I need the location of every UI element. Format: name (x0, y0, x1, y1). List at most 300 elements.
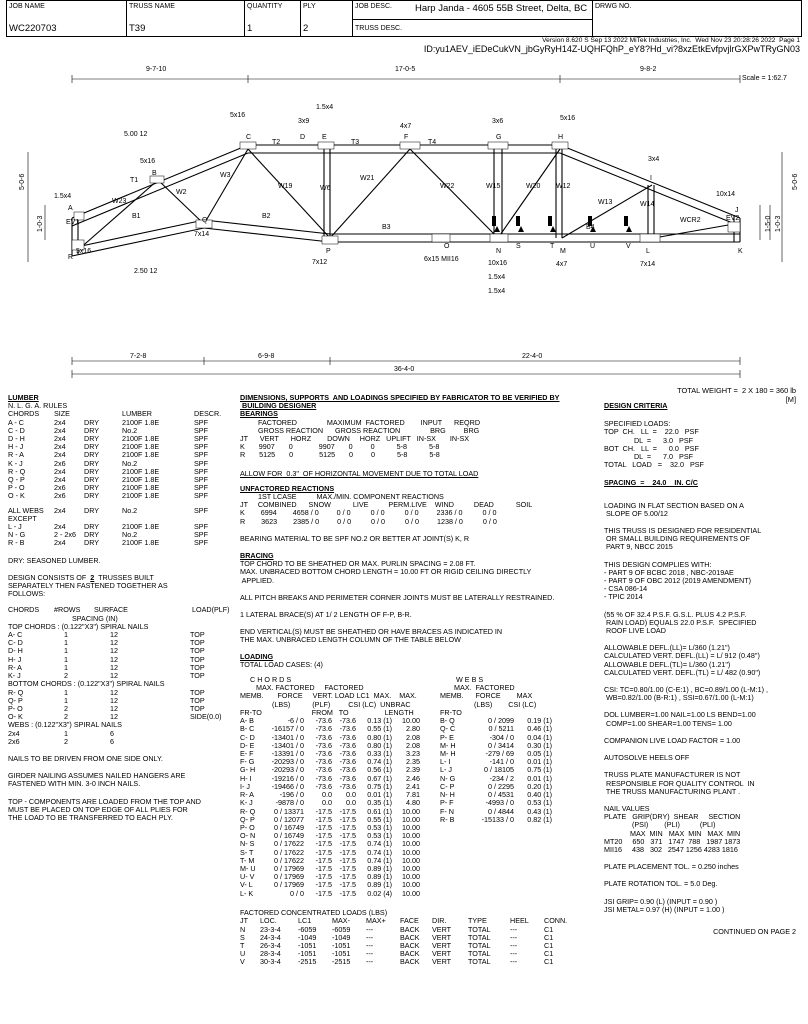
lumber-row-cell: O - K (8, 491, 25, 501)
chord-row-cell: B- C (240, 724, 255, 734)
lumber-row-cell: SPF (194, 425, 208, 435)
conc-row-cell: TYPE (468, 916, 487, 926)
web-row-cell: C- P (440, 781, 455, 791)
version-line: Version 8.620 S Sep 13 2022 MiTek Industries, Inc. Wed Nov 23 20:28:26 2022 Page 1 (542, 37, 800, 44)
nail-top-row-cell: TOP (190, 654, 205, 664)
svg-text:1-0-3: 1-0-3 (37, 215, 44, 232)
lumber-row-cell: DESCR. (194, 409, 222, 419)
lumber-row-cell: No.2 (122, 425, 138, 435)
chord-row-cell: 2.08 (406, 740, 420, 750)
web-row-cell: R- B (440, 814, 455, 824)
lumber-row-cell: 2x6 (54, 458, 66, 468)
chord-row-cell: K- J (240, 798, 253, 808)
chord-row-cell: 0 / 16749 (274, 822, 304, 832)
nail-web-row (8, 730, 236, 738)
svg-text:W12: W12 (556, 183, 571, 190)
lumber-row-cell: 2x6 (54, 483, 66, 493)
conc-row-cell: --- (366, 957, 374, 967)
nail-top-row-cell: K- J (8, 671, 21, 681)
chord-row-cell: 10.00 (402, 822, 420, 832)
svg-text:T1: T1 (130, 177, 139, 184)
lumber-except-row-cell: 2100F 1.8E (122, 522, 160, 532)
nail-top-row-cell: 1 (64, 662, 68, 672)
nail-bot-row-cell: 1 (64, 687, 68, 697)
chord-row-cell: P- O (240, 822, 255, 832)
lumber-row-cell: SPF (194, 466, 208, 476)
lumber-row-cell: SPF (194, 491, 208, 501)
lumber-row-cell: SPF (194, 458, 208, 468)
chord-row-cell: -20293 / 0 (271, 757, 304, 767)
lumber-webs-row-cell: No.2 (122, 505, 138, 515)
chord-row-cell: -73.6 (315, 773, 332, 783)
nail-bot-row-cell: 2 (64, 712, 68, 722)
svg-text:R: R (68, 254, 74, 261)
dim-bot-1: 7-2-8 (130, 353, 147, 360)
lumber-webs (8, 507, 236, 515)
nail-bot-row-cell: 12 (110, 712, 118, 722)
chord-row-cell: -17.5 (339, 888, 356, 898)
chord-row-cell: -13391 / 0 (271, 749, 304, 759)
conc-row-cell: BACK (400, 941, 420, 951)
nail-bot-row-cell: TOP (190, 687, 205, 697)
conc-row-cell: U (240, 949, 246, 959)
svg-text:10x14: 10x14 (716, 191, 736, 198)
concentrated-loads-table (240, 917, 592, 966)
conc-row-cell: V (240, 957, 245, 967)
lumber-row-cell: SPF (194, 417, 208, 427)
svg-text:W21: W21 (360, 175, 375, 182)
web-row-cell: 0 / 4844 (488, 806, 514, 816)
svg-text:5-0-6: 5-0-6 (792, 173, 799, 190)
lumber-row-cell: DRY (84, 425, 100, 435)
lumber-webs-row-cell: SPF (194, 505, 208, 515)
conc-row-cell: 24-3-4 (260, 932, 281, 942)
conc-row-cell: -1049 (332, 932, 351, 942)
chord-row-cell: -17.5 (339, 855, 356, 865)
chord-row-cell: T- M (240, 855, 255, 865)
chord-row-cell: 0.74 (1) (367, 847, 392, 857)
svg-text:L: L (646, 248, 650, 255)
svg-text:5x16: 5x16 (140, 158, 156, 165)
nail-bot-row-cell: P- O (8, 703, 23, 713)
web-forces-table (440, 717, 552, 824)
nail-top-row-cell: 12 (110, 638, 118, 648)
svg-text:1-0-3: 1-0-3 (775, 215, 782, 232)
lumber-row-cell: DRY (84, 483, 100, 493)
web-row-cell: 0 / 18105 (484, 765, 514, 775)
conc-row-cell: 30-3-4 (260, 957, 281, 967)
conc-row-cell: VERT (432, 941, 452, 951)
web-row-cell: M- H (440, 749, 456, 759)
lumber-except-row (8, 539, 236, 547)
quantity-value: 1 (247, 23, 253, 34)
nail-web-row (8, 738, 236, 746)
nail-bot-row-cell: Q- P (8, 695, 23, 705)
svg-text:T2: T2 (272, 139, 281, 146)
nail-bot-row-cell: TOP (190, 703, 205, 713)
chord-row-cell: -17.5 (315, 872, 332, 882)
lumber-except-row-cell: L - J (8, 522, 22, 532)
chord-row-cell: 0.0 (346, 798, 356, 808)
svg-text:W13: W13 (598, 199, 613, 206)
conc-row-cell: S (240, 932, 245, 942)
svg-text:10x16: 10x16 (488, 260, 508, 267)
lumber-row-cell: 2100F 1.8E (122, 417, 160, 427)
truss-desc-label: TRUSS DESC. (355, 25, 403, 32)
web-row-cell: 0 / 2099 (488, 716, 514, 726)
nail-head-row (8, 606, 236, 614)
svg-text:W15: W15 (486, 183, 501, 190)
chord-row-cell: O- N (240, 831, 256, 841)
chord-row-cell: L- K (240, 888, 254, 898)
lumber-except-row-cell: R - B (8, 538, 25, 548)
chord-row-cell: 2.35 (406, 757, 420, 767)
id-line: ID:yu1AEV_iEDeCukVN_jbGyRyH14Z-UQHFQhP_eY8?Hd_vi?8xzEtkEvfpvjlrGXPwTRyGN03 (423, 44, 800, 54)
chord-row-cell: 0.13 (1) (367, 716, 392, 726)
nail-top-row-cell: 1 (64, 646, 68, 656)
conc-row-cell: T (240, 941, 245, 951)
chord-row-cell: 10.00 (402, 839, 420, 849)
lumber-section: LUMBER N. L. G. A. RULES CHORDS SIZE LUMBER DESCR. A - C 2x4 DRY 2100F 1.8E SPF C - D 2x4 DRY No.2 SPF D - H 2x4 DRY 2100F 1.8E SPF H - J 2x4 DRY 2100F 1.8E SPF R - A 2x4 DRY 2100F 1.8E SPF K - J 2x6 DRY No.2 SPF R - Q 2x4 DRY 2100F 1.8E SPF Q - P 2x4 DRY 2100F 1.8E SPF P - O 2x6 DRY 2100F 1.8E SPF O - K 2x6 DRY 2100F 1.8E SPF ALL WEBS 2x4 DRY No.2 SPF EXCEPT L - J 2x4 DRY 2100F 1.8E SPF N - G 2 - 2x6 DRY No.2 SPF R - B 2x4 DRY 2100F 1.8E SPF DRY: SEASONED LUMBER. DESIGN CONSISTS OF 2 TRUSSES BUILT SEPARATELY THEN FASTENED TOGETHER AS FOLLOWS: CHORDS #ROWS SURFACE LOAD(PLF) SPACING (IN) TOP CHORDS : (0.122"X3") SPIRAL NAILS A- C 1 12 TOP C- D 1 12 TOP D- H 1 12 TOP H- J 1 12 TOP R- A 1 12 TOP K- J 2 12 TOP BOTTOM CHORDS : (0.122"X3") SPIRAL NAILS R- Q 1 12 TOP Q- P 1 12 TOP P- O 2 12 TOP O- K 2 12 SIDE(0.0) WEBS : (0.122"X3") SPIRAL NAILS 2x4 1 6 2x6 2 6 NAILS TO BE DRIVEN FROM ONE SIDE ONLY. GIRDER NAILING ASSUMES NAILED HANGERS ARE FASTENED WITH MIN. 3-0 INCH NAILS. TOP - COMPONENTS ARE LOADED FROM THE TOP AND MUST BE PLACED ON TOP EDGE OF ALL PLIES FOR THE LOAD TO BE TRANSFERRED TO EACH PLY. (8, 394, 236, 822)
conc-row-cell: --- (510, 949, 518, 959)
lumber-row-cell: A - C (8, 417, 24, 427)
lumber-row-cell: SIZE (54, 409, 70, 419)
nail-head-row-cell: CHORDS (8, 605, 40, 615)
chord-row-cell: -17.5 (315, 822, 332, 832)
chord-row-cell: 10.00 (402, 888, 420, 898)
total-weight-m: [M] (785, 395, 796, 404)
quantity-label: QUANTITY (247, 3, 283, 10)
nail-top-row-cell: TOP (190, 646, 205, 656)
svg-text:G: G (496, 134, 502, 141)
chord-row-cell: 0 / 17969 (274, 872, 304, 882)
svg-text:O: O (444, 243, 450, 250)
web-row-cell: 0 / 5211 (488, 724, 514, 734)
nail-head-row-cell: SURFACE (94, 605, 128, 615)
conc-row-cell: VERT (432, 924, 452, 934)
nail-top-row-cell: TOP (190, 671, 205, 681)
conc-row-cell: C1 (544, 932, 554, 942)
chord-row-cell: 0.33 (1) (367, 749, 392, 759)
nail-bot-row-cell: 12 (110, 703, 118, 713)
conc-row-cell: -1051 (298, 941, 317, 951)
chord-row-cell: 0.74 (1) (367, 855, 392, 865)
web-row-cell: F- N (440, 806, 454, 816)
chord-row-cell: -73.6 (315, 740, 332, 750)
chord-row-cell: -196 / 0 (279, 790, 304, 800)
svg-text:H: H (558, 134, 564, 141)
svg-text:7x12: 7x12 (312, 259, 328, 266)
chord-row-cell: 10.00 (402, 831, 420, 841)
web-row-cell: 0.43 (1) (527, 806, 552, 816)
conc-row-cell: N (240, 924, 246, 934)
nail-bot-row-cell: 2 (64, 703, 68, 713)
lumber-row-cell: D - H (8, 434, 25, 444)
chord-row-cell: C- D (240, 732, 255, 742)
conc-row-cell: TOTAL (468, 949, 491, 959)
chord-row-cell: A- B (240, 716, 254, 726)
chord-row-cell: -73.6 (315, 732, 332, 742)
chord-row-cell: -73.6 (339, 765, 356, 775)
nail-bot-row-cell: TOP (190, 695, 205, 705)
chord-row-cell: M- U (240, 863, 256, 873)
nail-web-row-cell: 6 (110, 736, 114, 746)
nail-top-row-cell: 12 (110, 630, 118, 640)
svg-text:D: D (300, 134, 306, 141)
chord-row-cell: -6 / 0 (287, 716, 304, 726)
lumber-except-row-cell: DRY (84, 538, 100, 548)
lumber-webs-row-cell: ALL WEBS (8, 505, 44, 515)
web-row-cell: -141 / 0 (489, 757, 514, 767)
svg-text:5-0-6: 5-0-6 (19, 173, 26, 190)
conc-row-cell: -6059 (332, 924, 351, 934)
chord-row-cell: 0.89 (1) (367, 872, 392, 882)
title-block (6, 0, 802, 37)
lumber-row-cell: 2100F 1.8E (122, 466, 160, 476)
chord-row-cell: 0 / 13371 (274, 806, 304, 816)
lumber-row-cell: DRY (84, 434, 100, 444)
lumber-row-cell: SPF (194, 442, 208, 452)
conc-row-cell: 28-3-4 (260, 949, 281, 959)
lumber-row-cell: 2100F 1.8E (122, 483, 160, 493)
job-name-label: JOB NAME (9, 3, 45, 10)
dim-top-1: 9-7-10 (146, 66, 167, 73)
lumber-row-cell: No.2 (122, 458, 138, 468)
svg-text:1-5-0: 1-5-0 (765, 215, 772, 232)
chord-row-cell: -17.5 (315, 831, 332, 841)
nail-top-row-cell: TOP (190, 662, 205, 672)
web-row-cell: B- Q (440, 716, 455, 726)
web-row-cell: 0.19 (1) (527, 716, 552, 726)
chord-row-cell: -17.5 (339, 831, 356, 841)
nail-head-row-cell: LOAD(PLF) (192, 605, 230, 615)
nail-top-row-cell: 1 (64, 654, 68, 664)
chord-row-cell: -17.5 (315, 863, 332, 873)
nail-top-row-cell: H- J (8, 654, 22, 664)
chord-row-cell: I- J (240, 781, 250, 791)
svg-text:B4: B4 (586, 224, 595, 231)
middle-section: DIMENSIONS, SUPPORTS AND LOADINGS SPECIFIED BY FABRICATOR TO BE VERIFIED BY BUILDING DESIGNER BEARINGS FACTORED MAXIMUM FACTORED INPUT REQRD GROSS REACTION GROSS REACTION BRG BRG JT VERT HORZ DOWN HORZ UPLIFT IN-SX IN-SX K 9907 0 9907 0 0 5-8 5-8 R 5125 0 5125 0 0 5-8 5-8 ALLOW FOR 0.3" OF HORIZONTAL MOVEMENT DUE TO TOTAL LOAD UNFACTORED REACTIONS 1ST LCASE MAX./MIN. COMPONENT REACTIONS JT COMBINED SNOW LIVE PERM.LIVE WIND DEAD SOIL K 6994 4658 / 0 0 / 0 0 / 0 0 / 0 2336 / 0 0 / 0 R 3623 2385 / 0 0 / 0 0 / 0 0 / 0 1238 / 0 0 / 0 BEARING MATERIAL TO BE SPF NO.2 OR BETTER AT JOINT(S) K, R BRACING TOP CHORD TO BE SHEATHED OR MAX. PURLIN SPACING = 2.08 FT. MAX. UNBRACED BOTTOM CHORD LENGTH = 10.00 FT OR RIGID CEILING DIRECTLY APPLIED. ALL PITCH BREAKS AND PERIMETER CORNER JOINTS MUST BE LATERALLY RESTRAINED. 1 LATERAL BRACE(S) AT 1/ 2 LENGTH OF F-P, B-R. END VERTICAL(S) MUST BE SHEATHED OR HAVE BRACES AS INDICATED IN THE MAX. UNBRACED LENGTH COLUMN OF THE TABLE BELOW LOADING TOTAL LOAD CASES: (4) C H O R D S W E B S MAX. FACTORED FACTORED MEMB. FORCE VERT. LOAD LC1 MAX. MAX. (LBS) (PLF) CSI (LC) UNBRAC FR-TO FROM TO LENGTH MAX. FACTORED MEMB. FORCE MAX (LBS) CSI (LC) FR-TO A- B -6 / 0 -73.6 -73.6 0.13 (1) 10.00 B- C -16157 / 0 -73.6 -73.6 0.55 (1) 2.80 C- D -13401 / 0 -73.6 -73.6 0.80 (1) 2.08 D- E -13401 / 0 -73.6 -73.6 0.80 (1) 2.08 E- F -13391 / 0 -73.6 -73.6 0.33 (1) 3.23 F- G -20293 / 0 -73.6 -73.6 0.74 (1) 2.35 G- H -20293 / 0 -73.6 -73.6 0.56 (1) 2.39 H- I -19216 / 0 -73.6 -73.6 0.67 (1) 2.46 I- J -19466 / 0 -73.6 -73.6 0.75 (1) 2.41 R- A -196 / 0 0.0 0.0 0.01 (1) 7.81 K- J -9878 / 0 0.0 0.0 0.35 (1) 4.80 R- Q 0 / 13371 -17.5 -17.5 0.61 (1) 10.00 Q- P 0 / 12077 -17.5 -17.5 0.55 (1) 10.00 P- O 0 / 16749 -17.5 -17.5 0.53 (1) 10.00 O- N 0 / 16749 -17.5 -17.5 0.53 (1) 10.00 N- S 0 / 17622 -17.5 -17.5 0.74 (1) 10.00 S- T 0 / 17622 -17.5 -17.5 0.74 (1) 10.00 T- M 0 / 17622 -17.5 -17.5 0.74 (1) 10.00 M- U 0 / 17969 -17.5 -17.5 0.89 (1) 10.00 U- V 0 / 17969 -17.5 -17.5 0.89 (1) 10.00 V- L 0 / 17969 -17.5 -17.5 0.89 (1) 10.00 L- K 0 / 0 -17.5 -17.5 0.02 (4) 10.00 B- Q 0 / 2099 0.19 (1) Q- C 0 / 5211 0.46 (1) P- E -304 / 0 0.04 (1) M- H 0 / 3414 0.30 (1) M- H -279 / 69 0.05 (1) L- I -141 / 0 0.01 (1) L- J 0 / 18105 0.75 (1) N- G -234 / 2 0.01 (1) C- P 0 / 2295 0.20 (1) N- H 0 / 4531 0.40 (1) P- F -4993 / 0 0.53 (1) F- N 0 / 4844 0.43 (1) R- B -15133 / 0 0.82 (1) FACTORED CONCENTRATED LOADS (LBS) JT LOC. LC1 MAX- MAX+ FACE DIR. TYPE HEEL CONN. N 23-3-4 -6059 -6059 --- BACK VERT TOTAL --- C1 S 24-3-4 -1049 -1049 --- BACK VERT TOTAL --- C1 T 26-3-4 -1051 -1051 --- BACK VERT TOTAL --- C1 U 28-3-4 -1051 -1051 --- BACK VERT TOTAL --- C1 V 30-3-4 -2515 -2515 --- BACK VERT TOTAL --- C1 (240, 394, 592, 967)
chord-row-cell: 0.74 (1) (367, 757, 392, 767)
conc-row-cell: BACK (400, 924, 420, 934)
job-desc-divider (353, 19, 593, 20)
conc-row-cell: BACK (400, 957, 420, 967)
nail-top-row-cell: 12 (110, 662, 118, 672)
svg-text:1.5x4: 1.5x4 (488, 288, 506, 295)
chord-row-cell: 2.08 (406, 732, 420, 742)
svg-text:W20: W20 (526, 183, 541, 190)
lumber-row-cell: 2100F 1.8E (122, 434, 160, 444)
lumber-row-cell: H - J (8, 442, 24, 452)
web-row-cell: -304 / 0 (489, 732, 514, 742)
nail-top-rows (8, 631, 236, 680)
lumber-row-cell: 2100F 1.8E (122, 491, 160, 501)
nail-web-row-cell: 2 (64, 736, 68, 746)
lumber-table (8, 410, 236, 500)
conc-row-cell: VERT (432, 957, 452, 967)
chord-row-cell: -73.6 (339, 773, 356, 783)
quantity-cell (245, 1, 301, 37)
drwg-label: DRWG NO. (595, 3, 632, 10)
lumber-except-row-cell: 2x4 (54, 538, 66, 548)
chord-row-cell: 2.46 (406, 773, 420, 783)
conc-row-cell: --- (366, 949, 374, 959)
design-line: DESIGN CONSISTS OF 2 TRUSSES BUILT (8, 572, 154, 582)
nail-web-row-cell: 2x6 (8, 736, 20, 746)
lumber-row-cell: DRY (84, 466, 100, 476)
nail-top-row-cell: R- A (8, 662, 22, 672)
chord-row-cell: V- L (240, 880, 253, 890)
web-row-cell: 0.01 (1) (527, 757, 552, 767)
chord-row-cell: -73.6 (315, 749, 332, 759)
chord-row-cell: S- T (240, 847, 254, 857)
lumber-except-row-cell: 2x4 (54, 522, 66, 532)
nail-head-row-cell (164, 606, 192, 614)
chord-row-cell: -17.5 (339, 822, 356, 832)
chord-forces-table (240, 717, 420, 897)
chord-row-cell: -73.6 (315, 724, 332, 734)
nail-web-row-cell: 6 (110, 728, 114, 738)
nail-bot-row-cell: 1 (64, 695, 68, 705)
conc-row-cell: --- (510, 941, 518, 951)
lumber-row-cell: 2x4 (54, 417, 66, 427)
chord-row-cell: 2.41 (406, 781, 420, 791)
svg-text:EV2: EV2 (726, 215, 740, 222)
conc-row-cell: LOC. (260, 916, 277, 926)
chord-row-cell: 0.02 (4) (367, 888, 392, 898)
svg-text:W19: W19 (278, 183, 293, 190)
chord-row-cell: -73.6 (315, 765, 332, 775)
chord-row-cell: -73.6 (339, 757, 356, 767)
conc-row-cell: C1 (544, 924, 554, 934)
lumber-row-cell: DRY (84, 417, 100, 427)
chord-row-cell: F- G (240, 757, 255, 767)
lumber-row-cell: 2x6 (54, 491, 66, 501)
dim-bot-2: 6-9-8 (258, 353, 275, 360)
chord-row-cell: 2.39 (406, 765, 420, 775)
svg-text:B3: B3 (382, 224, 391, 231)
conc-row-cell: BACK (400, 932, 420, 942)
chord-row-cell: -73.6 (339, 724, 356, 734)
chord-row-cell: D- E (240, 740, 255, 750)
chord-row-cell: -73.6 (339, 781, 356, 791)
chord-row-cell: R- A (240, 790, 254, 800)
lumber-except-row-cell: 2100F 1.8E (122, 538, 160, 548)
chord-row-cell: -17.5 (339, 847, 356, 857)
lumber-seasoned: DRY: SEASONED LUMBER. (8, 555, 101, 565)
lumber-except-row-cell: N - G (8, 530, 26, 540)
chord-row-cell: 0 / 16749 (274, 831, 304, 841)
chord-row-cell: 0.55 (1) (367, 814, 392, 824)
lumber-rules: N. L. G. A. RULES (8, 401, 68, 411)
chord-row-cell: -13401 / 0 (271, 732, 304, 742)
chord-row-cell: -17.5 (315, 839, 332, 849)
chord-row-cell: -73.6 (315, 716, 332, 726)
chord-row-cell: N- S (240, 839, 255, 849)
chord-row-cell: 10.00 (402, 716, 420, 726)
chord-row-cell: 0.61 (1) (367, 806, 392, 816)
web-row-cell: L- I (440, 757, 451, 767)
chord-row-cell: 10.00 (402, 872, 420, 882)
chord-row-cell: -73.6 (339, 749, 356, 759)
job-name-value: WC220703 (9, 23, 57, 34)
chord-row-cell: -20293 / 0 (271, 765, 304, 775)
web-row-cell: -15133 / 0 (481, 814, 514, 824)
chord-row-cell: 2.80 (406, 724, 420, 734)
svg-text:6x15 MII16: 6x15 MII16 (424, 256, 459, 263)
web-row-cell: -279 / 69 (485, 749, 514, 759)
chord-row-cell: -17.5 (315, 880, 332, 890)
svg-text:J: J (735, 207, 739, 214)
web-row-cell: 0.05 (1) (527, 749, 552, 759)
chord-row-cell: 0.67 (1) (367, 773, 392, 783)
web-row-cell: P- E (440, 732, 454, 742)
nail-bot-row-cell: R- Q (8, 687, 24, 697)
chord-row-cell: 0.53 (1) (367, 822, 392, 832)
svg-text:2.50 12: 2.50 12 (134, 268, 158, 275)
chord-row-cell: -73.6 (339, 740, 356, 750)
web-row-cell: -234 / 2 (489, 773, 514, 783)
conc-row-cell: TOTAL (468, 941, 491, 951)
web-row-cell: 0 / 3414 (488, 740, 514, 750)
conc-row-cell: C1 (544, 957, 554, 967)
conc-row-cell: BACK (400, 949, 420, 959)
web-row-cell: 0 / 4531 (488, 790, 514, 800)
lumber-row-cell: SPF (194, 475, 208, 485)
lumber-row-cell: Q - P (8, 475, 25, 485)
lumber-row-cell: R - A (8, 450, 24, 460)
nail-top-row-cell: A- C (8, 630, 23, 640)
chord-row-cell: -73.6 (339, 716, 356, 726)
svg-text:1.5x4: 1.5x4 (54, 193, 72, 200)
lumber-row-cell: LUMBER (122, 409, 152, 419)
chord-row-cell: -17.5 (339, 872, 356, 882)
lumber-row-cell: DRY (84, 450, 100, 460)
lumber-row-cell: 2x4 (54, 466, 66, 476)
chord-row-cell: 0 / 17969 (274, 880, 304, 890)
nail-table-header (8, 606, 236, 614)
web-row-cell: N- H (440, 790, 455, 800)
ply-label: PLY (303, 3, 316, 10)
svg-text:T: T (550, 243, 555, 250)
chord-row-cell: -17.5 (339, 806, 356, 816)
svg-text:3x4: 3x4 (648, 156, 660, 163)
svg-text:3x9: 3x9 (298, 118, 310, 125)
nail-bot-row-cell: O- K (8, 712, 23, 722)
job-name-cell (7, 1, 127, 37)
conc-row-cell: FACE (400, 916, 419, 926)
svg-text:W6: W6 (320, 185, 331, 192)
drwg-cell (593, 1, 803, 19)
svg-text:T4: T4 (428, 139, 437, 146)
conc-row-cell: --- (366, 941, 374, 951)
chord-row-cell: 10.00 (402, 863, 420, 873)
conc-row-cell: LC1 (298, 916, 312, 926)
conc-row-cell: --- (510, 924, 518, 934)
svg-text:W2: W2 (176, 189, 187, 196)
chord-row-cell: 0.89 (1) (367, 863, 392, 873)
conc-row-cell: TOTAL (468, 957, 491, 967)
chord-row-cell: 0.35 (1) (367, 798, 392, 808)
conc-row-cell: 26-3-4 (260, 941, 281, 951)
conc-row-cell: --- (366, 924, 374, 934)
chord-row-cell: 0 / 17622 (274, 847, 304, 857)
conc-row-cell: --- (366, 932, 374, 942)
conc-row-cell: 23-3-4 (260, 924, 281, 934)
chord-row-cell: 0 / 17622 (274, 855, 304, 865)
svg-text:E: E (322, 134, 327, 141)
lumber-row (8, 492, 236, 500)
